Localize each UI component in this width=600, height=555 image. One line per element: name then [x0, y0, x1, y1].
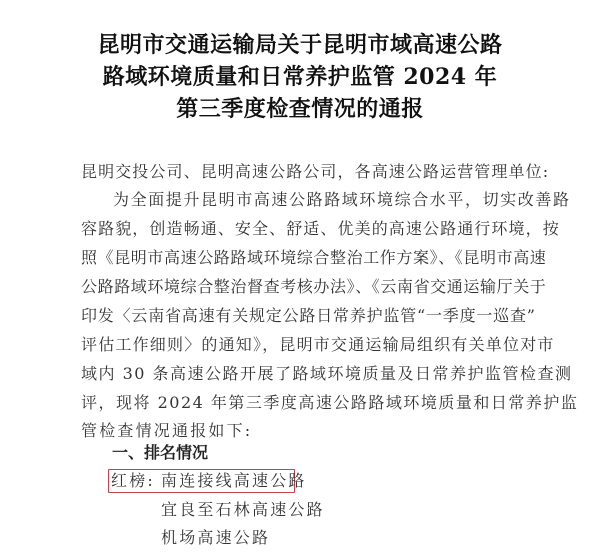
document-title-line-1: 昆明市交通运输局关于昆明市域高速公路 [97, 32, 503, 58]
section-heading-ranking: 一、排名情况 [112, 443, 209, 462]
red-list-item: 机场高速公路 [161, 528, 271, 547]
document-title-line-3: 第三季度检查情况的通报 [176, 96, 424, 122]
body-line: 管检查情况通报如下: [81, 421, 253, 440]
red-list-item: 南连接线高速公路 [161, 471, 307, 490]
body-line: 印发〈云南省高速有关规定公路日常养护监管“一季度一巡查” [81, 306, 536, 325]
body-line: 容路貌，创造畅通、安全、舒适、优美的高速公路通行环境，按 [81, 219, 560, 238]
body-line: 照《昆明市高速公路路域环境综合整治工作方案》、《昆明市高速 [81, 248, 547, 267]
document-title-line-2: 路域环境质量和日常养护监管 2024 年 [102, 64, 498, 90]
body-line: 公路路域环境综合整治督查考核办法》、《云南省交通运输厅关于 [81, 277, 547, 296]
red-list-label: 红榜: [111, 471, 155, 490]
body-line: 评估工作细则〉的通知》，昆明市交通运输局组织有关单位对市 [81, 335, 555, 354]
body-line: 域内 30 条高速公路开展了路域环境质量及日常养护监管检查测 [81, 364, 573, 383]
salutation: 昆明交投公司、昆明高速公路公司，各高速公路运营管理单位: [81, 162, 550, 181]
body-line: 评，现将 2024 年第三季度高速公路路域环境质量和日常养护监 [81, 393, 579, 412]
body-line: 为全面提升昆明市高速公路路域环境综合水平，切实改善路 [113, 190, 571, 209]
red-list-item: 宜良至石林高速公路 [161, 500, 325, 519]
